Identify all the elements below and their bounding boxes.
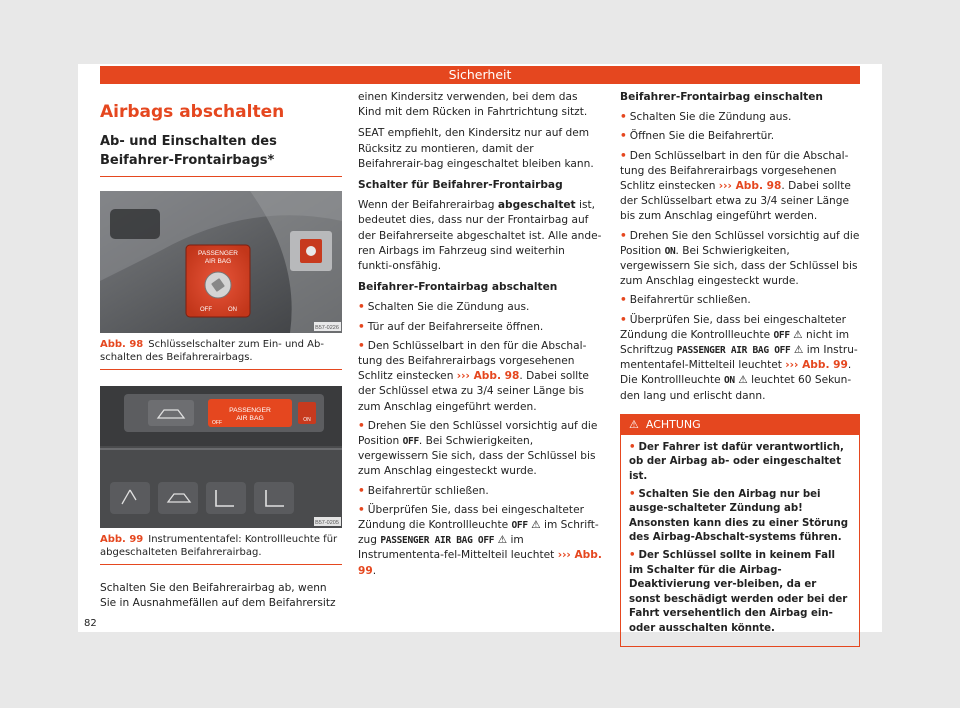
- airbag-icon: ⚠: [793, 344, 804, 357]
- heading-switch: Schalter für Beifahrer-Frontairbag: [358, 179, 563, 192]
- off-indicator: OFF: [402, 436, 419, 448]
- figure-99-caption: Abb. 99 Instrumententafel: Kontrollleuchte für abgeschalteten Beifahrerairbag.: [100, 534, 342, 565]
- list-item: • Schalten Sie die Zündung aus.: [620, 111, 792, 124]
- figure-99-image: [100, 386, 342, 528]
- list-item: • Beifahrertür schließen.: [620, 294, 751, 307]
- list-item: • Der Fahrer ist dafür verantwortlich, ob der Airbag ab- oder eingeschaltet ist.: [629, 441, 844, 483]
- column-3: [620, 90, 860, 647]
- svg-text:AIR BAG: AIR BAG: [204, 258, 232, 265]
- passenger-airbag-off-indicator: PASSENGER AIR BAG OFF: [380, 535, 495, 547]
- fig98-code: B57-0226: [315, 325, 339, 331]
- warning-body: [621, 435, 859, 646]
- list-item: • Schalten Sie den Airbag nur bei ausge-schalteter Zündung ab! Ansonsten kann dies zu einer Störung des Airbag-Abschalt-systems führen.: [629, 488, 848, 544]
- list-item: • Drehen Sie den Schlüssel vorsichtig auf die Position ON. Bei Schwierigkeiten, vergewissern Sie sich, dass der Schlüssel bis zum Anschlag eingesteckt wurde.: [620, 229, 860, 288]
- list-item: • Tür auf der Beifahrerseite öffnen.: [358, 320, 544, 333]
- ref-link-abb99[interactable]: ››› Abb. 99: [358, 549, 602, 577]
- list-item: • Schalten Sie die Zündung aus.: [358, 301, 530, 314]
- off-indicator: OFF: [773, 329, 790, 341]
- fig98-switch-label: PASSENGER: [198, 250, 238, 257]
- list-item: • Der Schlüssel sollte in keinem Fall im Schalter für die Airbag-Deaktivierung ver-bleiben, da er sonst beschädigt werden oder bei der Fahrt versehentlich den Airbag ein- oder ausschalten könnte.: [629, 550, 848, 634]
- column-1: [100, 90, 342, 617]
- airbag-icon: ⚠: [738, 374, 748, 387]
- col2-para-1: einen Kindersitz verwenden, bei dem das Kind mit dem Rücken in Fahrtrichtung sitzt.: [358, 91, 588, 119]
- ref-link-abb98[interactable]: ››› Abb. 98: [456, 370, 520, 383]
- list-item: • Den Schlüsselbart in den für die Abschal-tung des Beifahrerairbags vorgesehenen Schlitz einstecken ››› Abb. 98. Dabei sollte der Schlüsselbart etwa zu 3/4 seiner Länge bis zum Anschlag eingeführt werden.: [620, 149, 851, 223]
- svg-text:AIR BAG: AIR BAG: [236, 415, 264, 422]
- ref-link-abb99[interactable]: ››› Abb. 99: [785, 359, 848, 372]
- fig98-on-label: ON: [228, 307, 237, 313]
- col2-para-2: SEAT empfiehlt, den Kindersitz nur auf dem Rücksitz zu montieren, damit der Beifahrerair-bag eingeschaltet bleiben kann.: [358, 127, 594, 170]
- list-item: • Beifahrertür schließen.: [358, 484, 489, 497]
- page-number: 82: [84, 618, 97, 629]
- ref-link-abb98[interactable]: ››› Abb. 98: [718, 180, 782, 193]
- column-2: [358, 90, 602, 583]
- fig99-code: B57-0205: [315, 520, 339, 526]
- fig99-off-label: OFF: [212, 420, 222, 426]
- col2-para-3: Wenn der Beifahrerairbag abgeschaltet ist, bedeutet dies, dass nur der Frontairbag auf der Beifahrerseite abgeschaltet ist. Alle ande-ren Airbags im Fahrzeug sind weiterhin funkti-onsfähig.: [358, 199, 602, 273]
- heading-deactivate: Beifahrer-Frontairbag abschalten: [358, 281, 558, 294]
- list-item: • Drehen Sie den Schlüssel vorsichtig auf die Position OFF. Bei Schwierigkeiten, vergewissern Sie sich, dass der Schlüssel bis zum Anschlag eingesteckt wurde.: [358, 419, 598, 478]
- off-indicator: OFF: [511, 520, 528, 532]
- fig98-off-label: OFF: [200, 307, 212, 313]
- section-header: Sicherheit: [100, 66, 860, 84]
- warning-box: [620, 414, 860, 647]
- key-switch-illustration: [100, 191, 342, 333]
- on-indicator: ON: [664, 245, 676, 257]
- list-item: • Den Schlüsselbart in den für die Abschal-tung des Beifahrerairbags vorgesehenen Schlitz einstecken ››› Abb. 98. Dabei sollte der Schlüssel etwa zu 3/4 seiner Länge bis zum Anschlag eingeführt werden.: [358, 339, 589, 413]
- passenger-airbag-off-indicator: PASSENGER AIR BAG OFF: [676, 345, 791, 357]
- list-item: • Überprüfen Sie, dass bei eingeschalteter Zündung die Kontrollleuchte OFF ⚠ nicht im Schriftzug PASSENGER AIR BAG OFF ⚠ im Instru-mententafel-Mittelteil leuchtet ››› Abb. 99. Die Kontrollleuchte ON ⚠ leuchtet 60 Sekun-den lang und erlischt dann.: [620, 313, 858, 402]
- figure-98-image: [100, 191, 342, 333]
- page-title: Airbags abschalten: [100, 102, 285, 122]
- list-item: • Öffnen Sie die Beifahrertür.: [620, 130, 775, 143]
- figure-98-caption: Abb. 98 Schlüsselschalter zum Ein- und Ab-schalten des Beifahrerairbags.: [100, 339, 342, 370]
- warning-icon: ⚠: [629, 417, 639, 431]
- col1-body-text: Schalten Sie den Beifahrerairbag ab, wenn Sie in Ausnahmefällen auf dem Beifahrersitz: [100, 582, 336, 610]
- instrument-panel-illustration: [100, 386, 342, 528]
- airbag-icon: ⚠: [793, 328, 803, 341]
- fig99-on-label: ON: [303, 417, 311, 423]
- airbag-icon: ⚠: [531, 519, 541, 532]
- fig99-panel-label: PASSENGER: [229, 407, 271, 414]
- list-item: • Überprüfen Sie, dass bei eingeschalteter Zündung die Kontrollleuchte OFF ⚠ im Schrift-zug PASSENGER AIR BAG OFF ⚠ im Instrumententa-fel-Mittelteil leuchtet ››› Abb. 99.: [358, 503, 602, 577]
- heading-activate: Beifahrer-Frontairbag einschalten: [620, 91, 823, 103]
- warning-header: ⚠ ACHTUNG: [621, 415, 859, 435]
- section-subtitle: Ab- und Einschalten des Beifahrer-Frontairbags*: [100, 134, 277, 168]
- on-indicator: ON: [724, 375, 735, 387]
- airbag-icon: ⚠: [497, 534, 508, 547]
